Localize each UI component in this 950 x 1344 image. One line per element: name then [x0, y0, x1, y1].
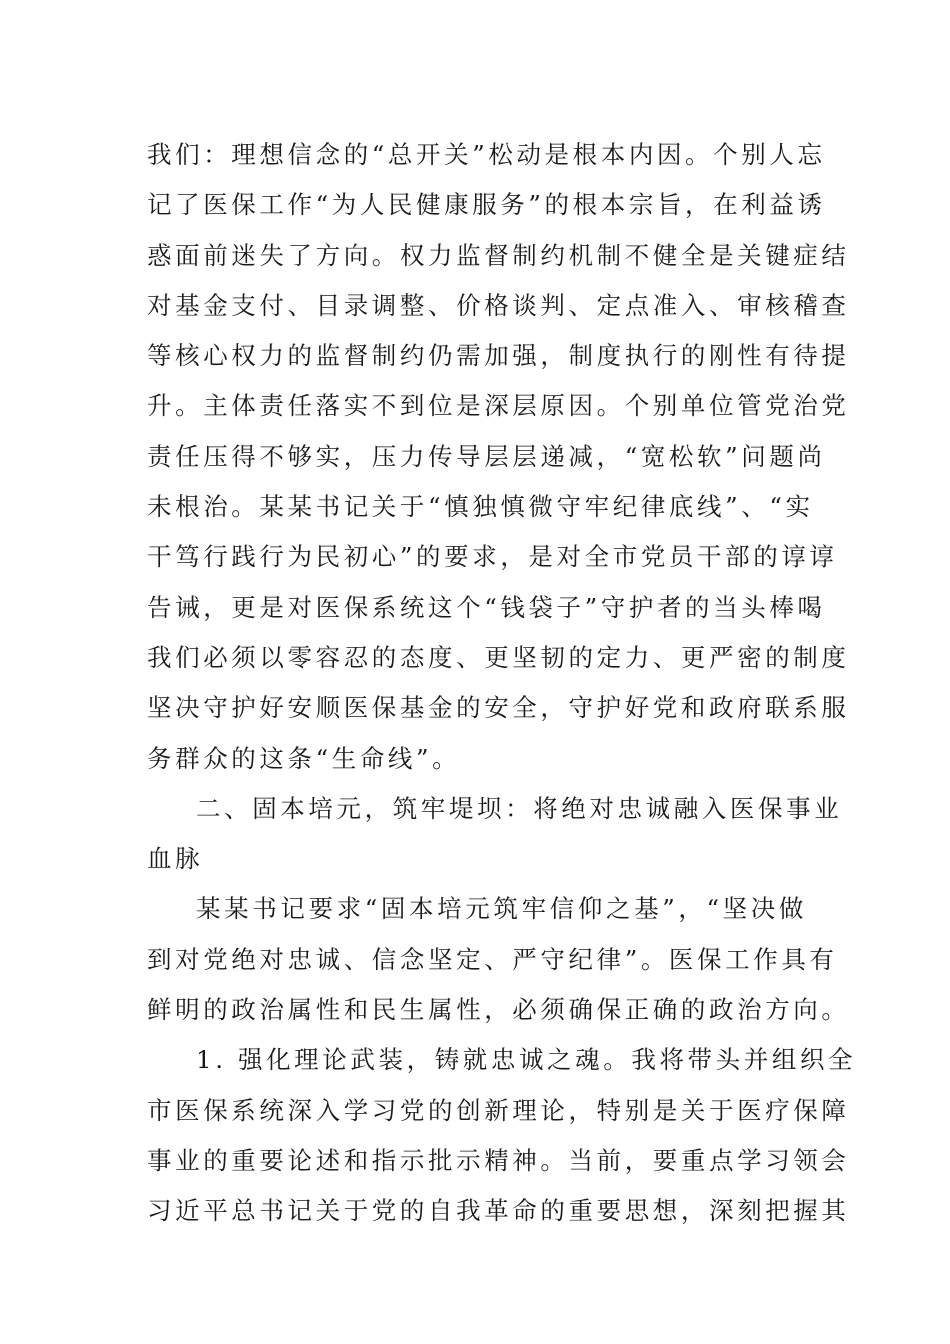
text-line: 到对党绝对忠诚、信念坚定、严守纪律”。医保工作具有	[147, 944, 838, 974]
section-heading: 二、固本培元，筑牢堤坝：将绝对忠诚融入医保事业	[196, 793, 843, 823]
section-heading-continuation: 血脉	[147, 844, 204, 874]
text-line: 事业的重要论述和指示批示精神。当前，要重点学习领会	[147, 1145, 850, 1175]
text-line: 等核心权力的监督制约仍需加强，制度执行的刚性有待提	[147, 341, 850, 371]
text-line: 对基金支付、目录调整、价格谈判、定点准入、审核稽查	[147, 290, 850, 320]
numbered-item-line: 1. 强化理论武装，铸就忠诚之魂。我将带头并组织全	[196, 1045, 857, 1075]
text-line: 惑面前迷失了方向。权力监督制约机制不健全是关键症结	[147, 240, 850, 270]
text-line: 市医保系统深入学习党的创新理论，特别是关于医疗保障	[147, 1095, 850, 1125]
text-line: 告诫，更是对医保系统这个“钱袋子”守护者的当头棒喝	[147, 592, 826, 622]
text-line: 我们：理想信念的“总开关”松动是根本内因。个别人忘	[147, 140, 826, 169]
text-line: 升。主体责任落实不到位是深层原因。个别单位管党治党	[147, 391, 850, 421]
text-line: 未根治。某某书记关于“慎独慎微守牢纪律底线”、“实	[147, 492, 814, 522]
text-line: 干笃行践行为民初心”的要求，是对全市党员干部的谆谆	[147, 542, 838, 572]
text-line: 习近平总书记关于党的自我革命的重要思想，深刻把握其	[147, 1196, 850, 1226]
text-line: 务群众的这条“生命线”。	[147, 743, 461, 773]
text-line: 鲜明的政治属性和民生属性，必须确保正确的政治方向。	[147, 995, 850, 1025]
text-line: 坚决守护好安顺医保基金的安全，守护好党和政府联系服	[147, 693, 850, 723]
text-line: 记了医保工作“为人民健康服务”的根本宗旨，在利益诱	[147, 190, 826, 220]
body-text	[147, 130, 857, 1237]
text-line: 责任压得不够实，压力传导层层递减，“宽松软”问题尚	[147, 441, 826, 471]
text-line: 我们必须以零容忍的态度、更坚韧的定力、更严密的制度	[147, 642, 850, 672]
text-line: 某某书记要求“固本培元筑牢信仰之基”，“坚决做	[196, 894, 807, 924]
